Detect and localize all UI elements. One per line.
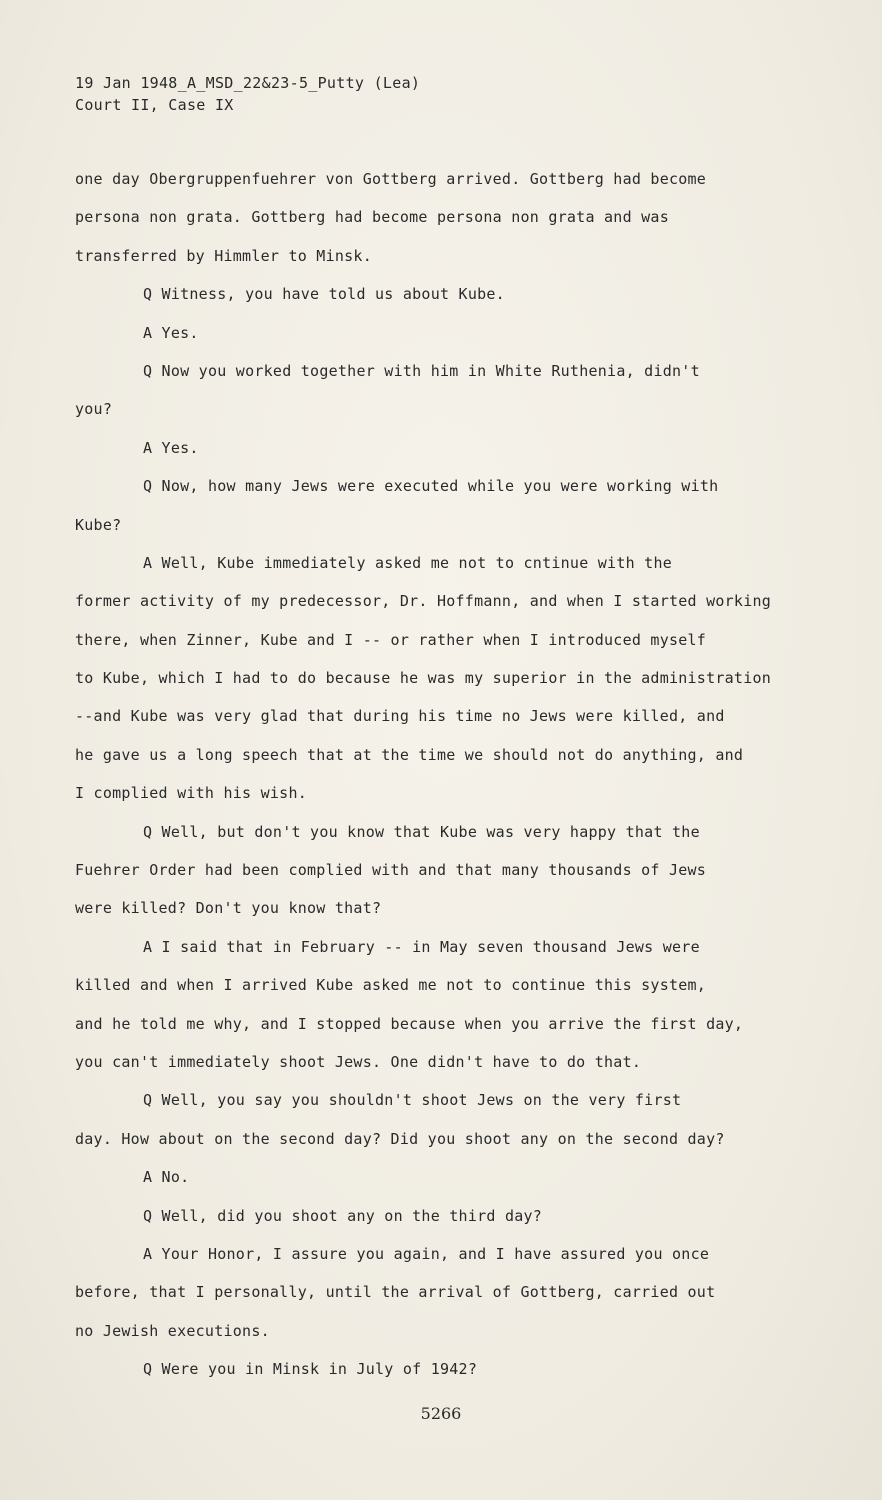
transcript-line: one day Obergruppenfuehrer von Gottberg arrived. Gottberg had become (75, 170, 707, 188)
transcript-line: I complied with his wish. (75, 784, 308, 803)
transcript-line: transferred by Himmler to Minsk. (75, 246, 372, 265)
transcript-line: A I said that in February -- in May seven thousand Jews were (143, 937, 700, 956)
transcript-line: A Well, Kube immediately asked me not to cntinue with the (143, 553, 673, 572)
transcript-line: day. How about on the second day? Did you shoot any on the second day? (75, 1129, 725, 1148)
transcript-line: A Yes. (143, 438, 199, 457)
transcript-line: and he told me why, and I stopped because when you arrive the first day, (75, 1014, 744, 1033)
transcript-line: A Yes. (143, 323, 199, 342)
transcript-line: Q Now, how many Jews were executed while you were working with (143, 477, 719, 496)
transcript-line: --and Kube was very glad that during his time no Jews were killed, and (75, 707, 725, 726)
transcript-line: no Jewish executions. (75, 1321, 270, 1340)
header-line-1: 19 Jan 1948_A_MSD_22&23-5_Putty (Lea) (75, 74, 421, 92)
transcript-line: Q Now you worked together with him in White Ruthenia, didn't (143, 361, 700, 380)
transcript-line: he gave us a long speech that at the time we should not do anything, and (75, 745, 744, 764)
transcript-line: A Your Honor, I assure you again, and I have assured you once (143, 1244, 710, 1263)
transcript-line: Kube? (75, 515, 122, 534)
transcript-line: Q Well, did you shoot any on the third day? (143, 1206, 543, 1225)
transcript-line: before, that I personally, until the arrival of Gottberg, carried out (75, 1283, 716, 1302)
transcript-line: Q Well, but don't you know that Kube was very happy that the (143, 822, 700, 841)
transcript-line: were killed? Don't you know that? (75, 899, 382, 918)
transcript-line: Q Well, you say you shouldn't shoot Jews on the very first (143, 1091, 682, 1110)
transcript-line: killed and when I arrived Kube asked me not to continue this system, (75, 976, 707, 995)
transcript-line: you can't immediately shoot Jews. One didn't have to do that. (75, 1052, 642, 1071)
transcript-line: A No. (143, 1168, 190, 1187)
transcript-line: you? (75, 400, 113, 419)
transcript-line: Q Were you in Minsk in July of 1942? (143, 1360, 478, 1379)
page-number: 5266 (420, 1404, 462, 1423)
transcript-line: persona non grata. Gottberg had become persona non grata and was (75, 208, 669, 227)
transcript-body (75, 166, 815, 1395)
document-header (75, 72, 420, 116)
transcript-line: there, when Zinner, Kube and I -- or rather when I introduced myself (75, 630, 707, 649)
header-line-2: Court II, Case IX (75, 96, 234, 114)
transcript-line: Fuehrer Order had been complied with and that many thousands of Jews (75, 861, 707, 880)
transcript-line: to Kube, which I had to do because he was my superior in the administration (75, 669, 772, 688)
transcript-line: former activity of my predecessor, Dr. Hoffmann, and when I started working (75, 592, 772, 611)
transcript-line: Q Witness, you have told us about Kube. (143, 285, 505, 304)
